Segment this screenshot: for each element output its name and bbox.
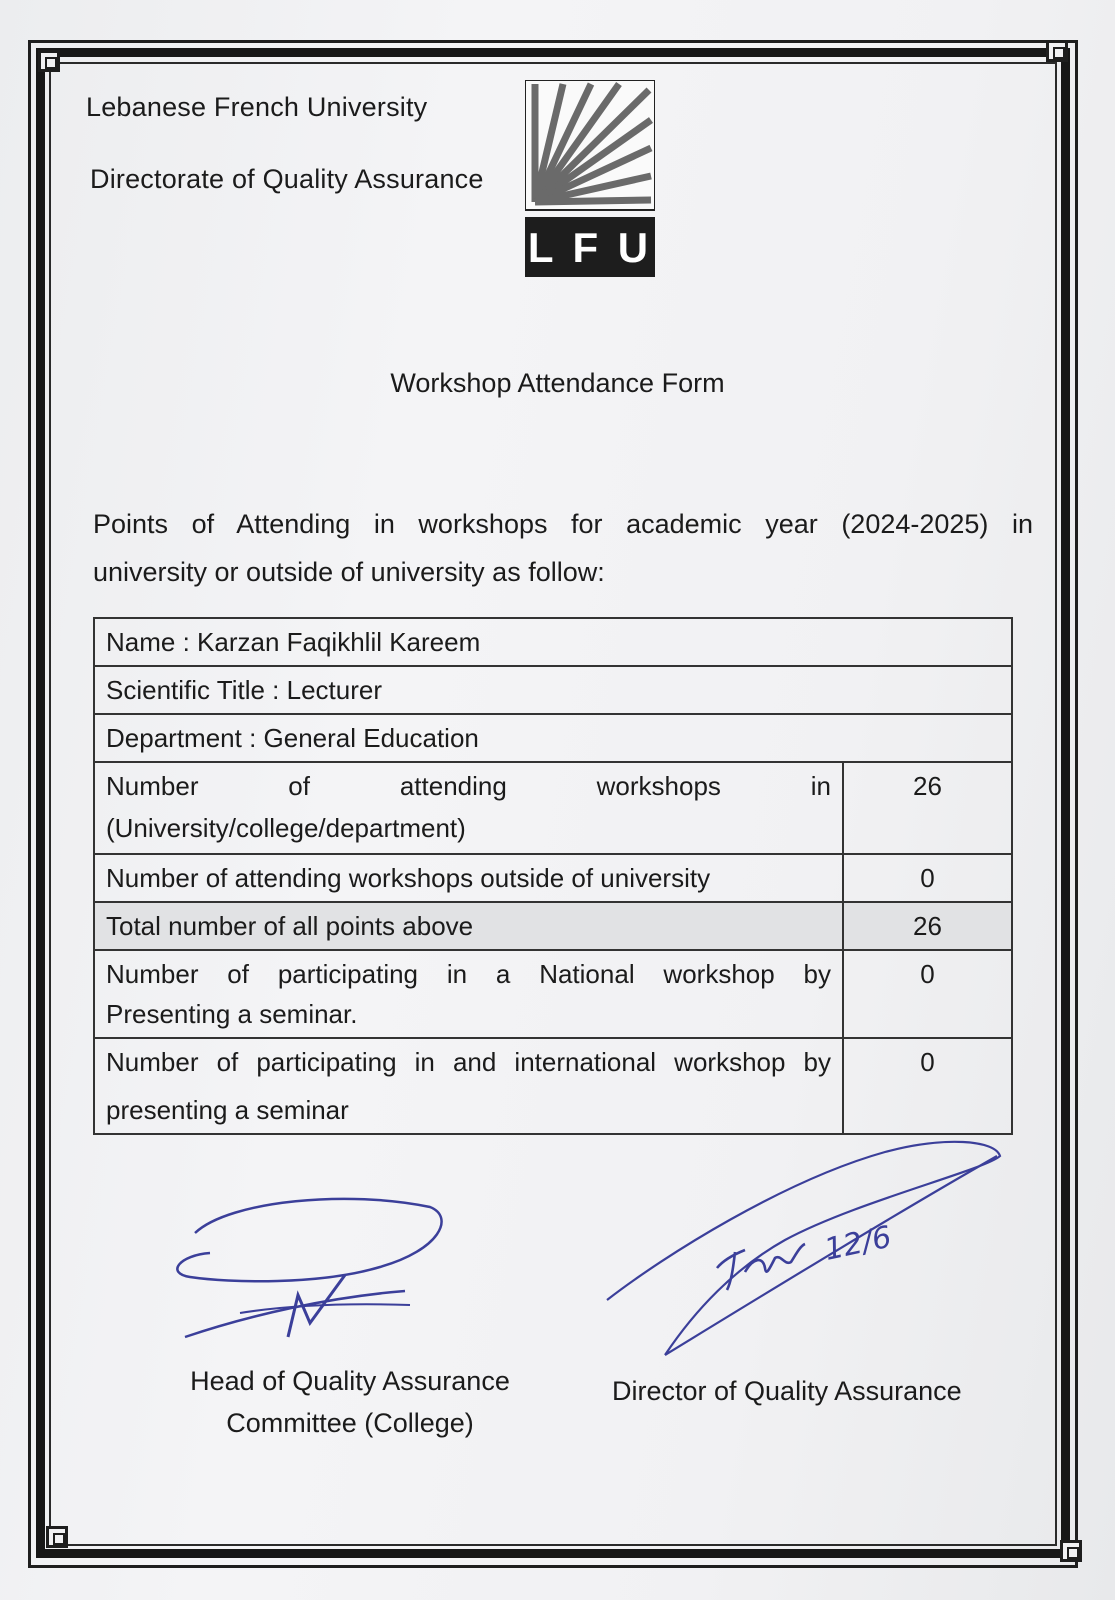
table-row — [94, 1038, 1012, 1134]
row-value: 26 — [843, 762, 1012, 854]
table-row — [94, 618, 1012, 666]
directorate-name: Directorate of Quality Assurance — [90, 164, 484, 194]
table-row — [94, 950, 1012, 1038]
row-label-line: presenting a seminar — [106, 1095, 349, 1125]
name-cell: Name : Karzan Faqikhlil Kareem — [94, 618, 1012, 666]
border-corner-ornament — [1060, 1540, 1082, 1562]
head-qa-label — [160, 1360, 540, 1444]
border-corner-ornament — [38, 50, 60, 72]
row-label-line: Presenting a seminar. — [106, 999, 358, 1029]
border-corner-ornament — [46, 1526, 68, 1548]
intro-line-1: Points of Attending in workshops for academic year (2024-2025) in — [93, 509, 1033, 539]
border-corner-ornament — [1046, 40, 1068, 62]
table-row — [94, 666, 1012, 714]
director-qa-signature — [605, 1140, 1015, 1365]
row-label-line: Number of attending workshops in — [106, 771, 831, 801]
row-value: 0 — [843, 854, 1012, 902]
lfu-logo — [525, 80, 655, 277]
attendance-table — [93, 617, 1013, 1135]
university-name: Lebanese French University — [86, 92, 428, 122]
row-value: 26 — [843, 902, 1012, 950]
row-value: 0 — [843, 1038, 1012, 1134]
director-qa-label: Director of Quality Assurance — [612, 1376, 962, 1406]
intro-paragraph — [93, 500, 1033, 596]
form-title: Workshop Attendance Form — [390, 368, 725, 398]
row-label-line: (University/college/department) — [106, 813, 466, 843]
row-label: Total number of all points above — [94, 902, 843, 950]
row-value: 0 — [843, 950, 1012, 1038]
head-qa-line-1: Head of Quality Assurance — [190, 1366, 510, 1396]
row-label-line: Number of participating in and international workshop by — [106, 1047, 831, 1077]
row-label — [94, 950, 843, 1038]
signature-date-note: 12/6 — [821, 1219, 895, 1268]
head-qa-line-2: Committee (College) — [226, 1408, 474, 1438]
department-cell: Department : General Education — [94, 714, 1012, 762]
scientific-title-cell: Scientific Title : Lecturer — [94, 666, 1012, 714]
head-qa-signature — [170, 1195, 460, 1345]
intro-line-2: university or outside of university as follow: — [93, 557, 605, 587]
table-row — [94, 714, 1012, 762]
table-row — [94, 762, 1012, 854]
row-label: Number of attending workshops outside of university — [94, 854, 843, 902]
table-row — [94, 902, 1012, 950]
table-row — [94, 854, 1012, 902]
row-label-line: Number of participating in a National workshop by — [106, 959, 831, 989]
row-label — [94, 1038, 843, 1134]
logo-text: L F U — [527, 224, 653, 271]
row-label — [94, 762, 843, 854]
